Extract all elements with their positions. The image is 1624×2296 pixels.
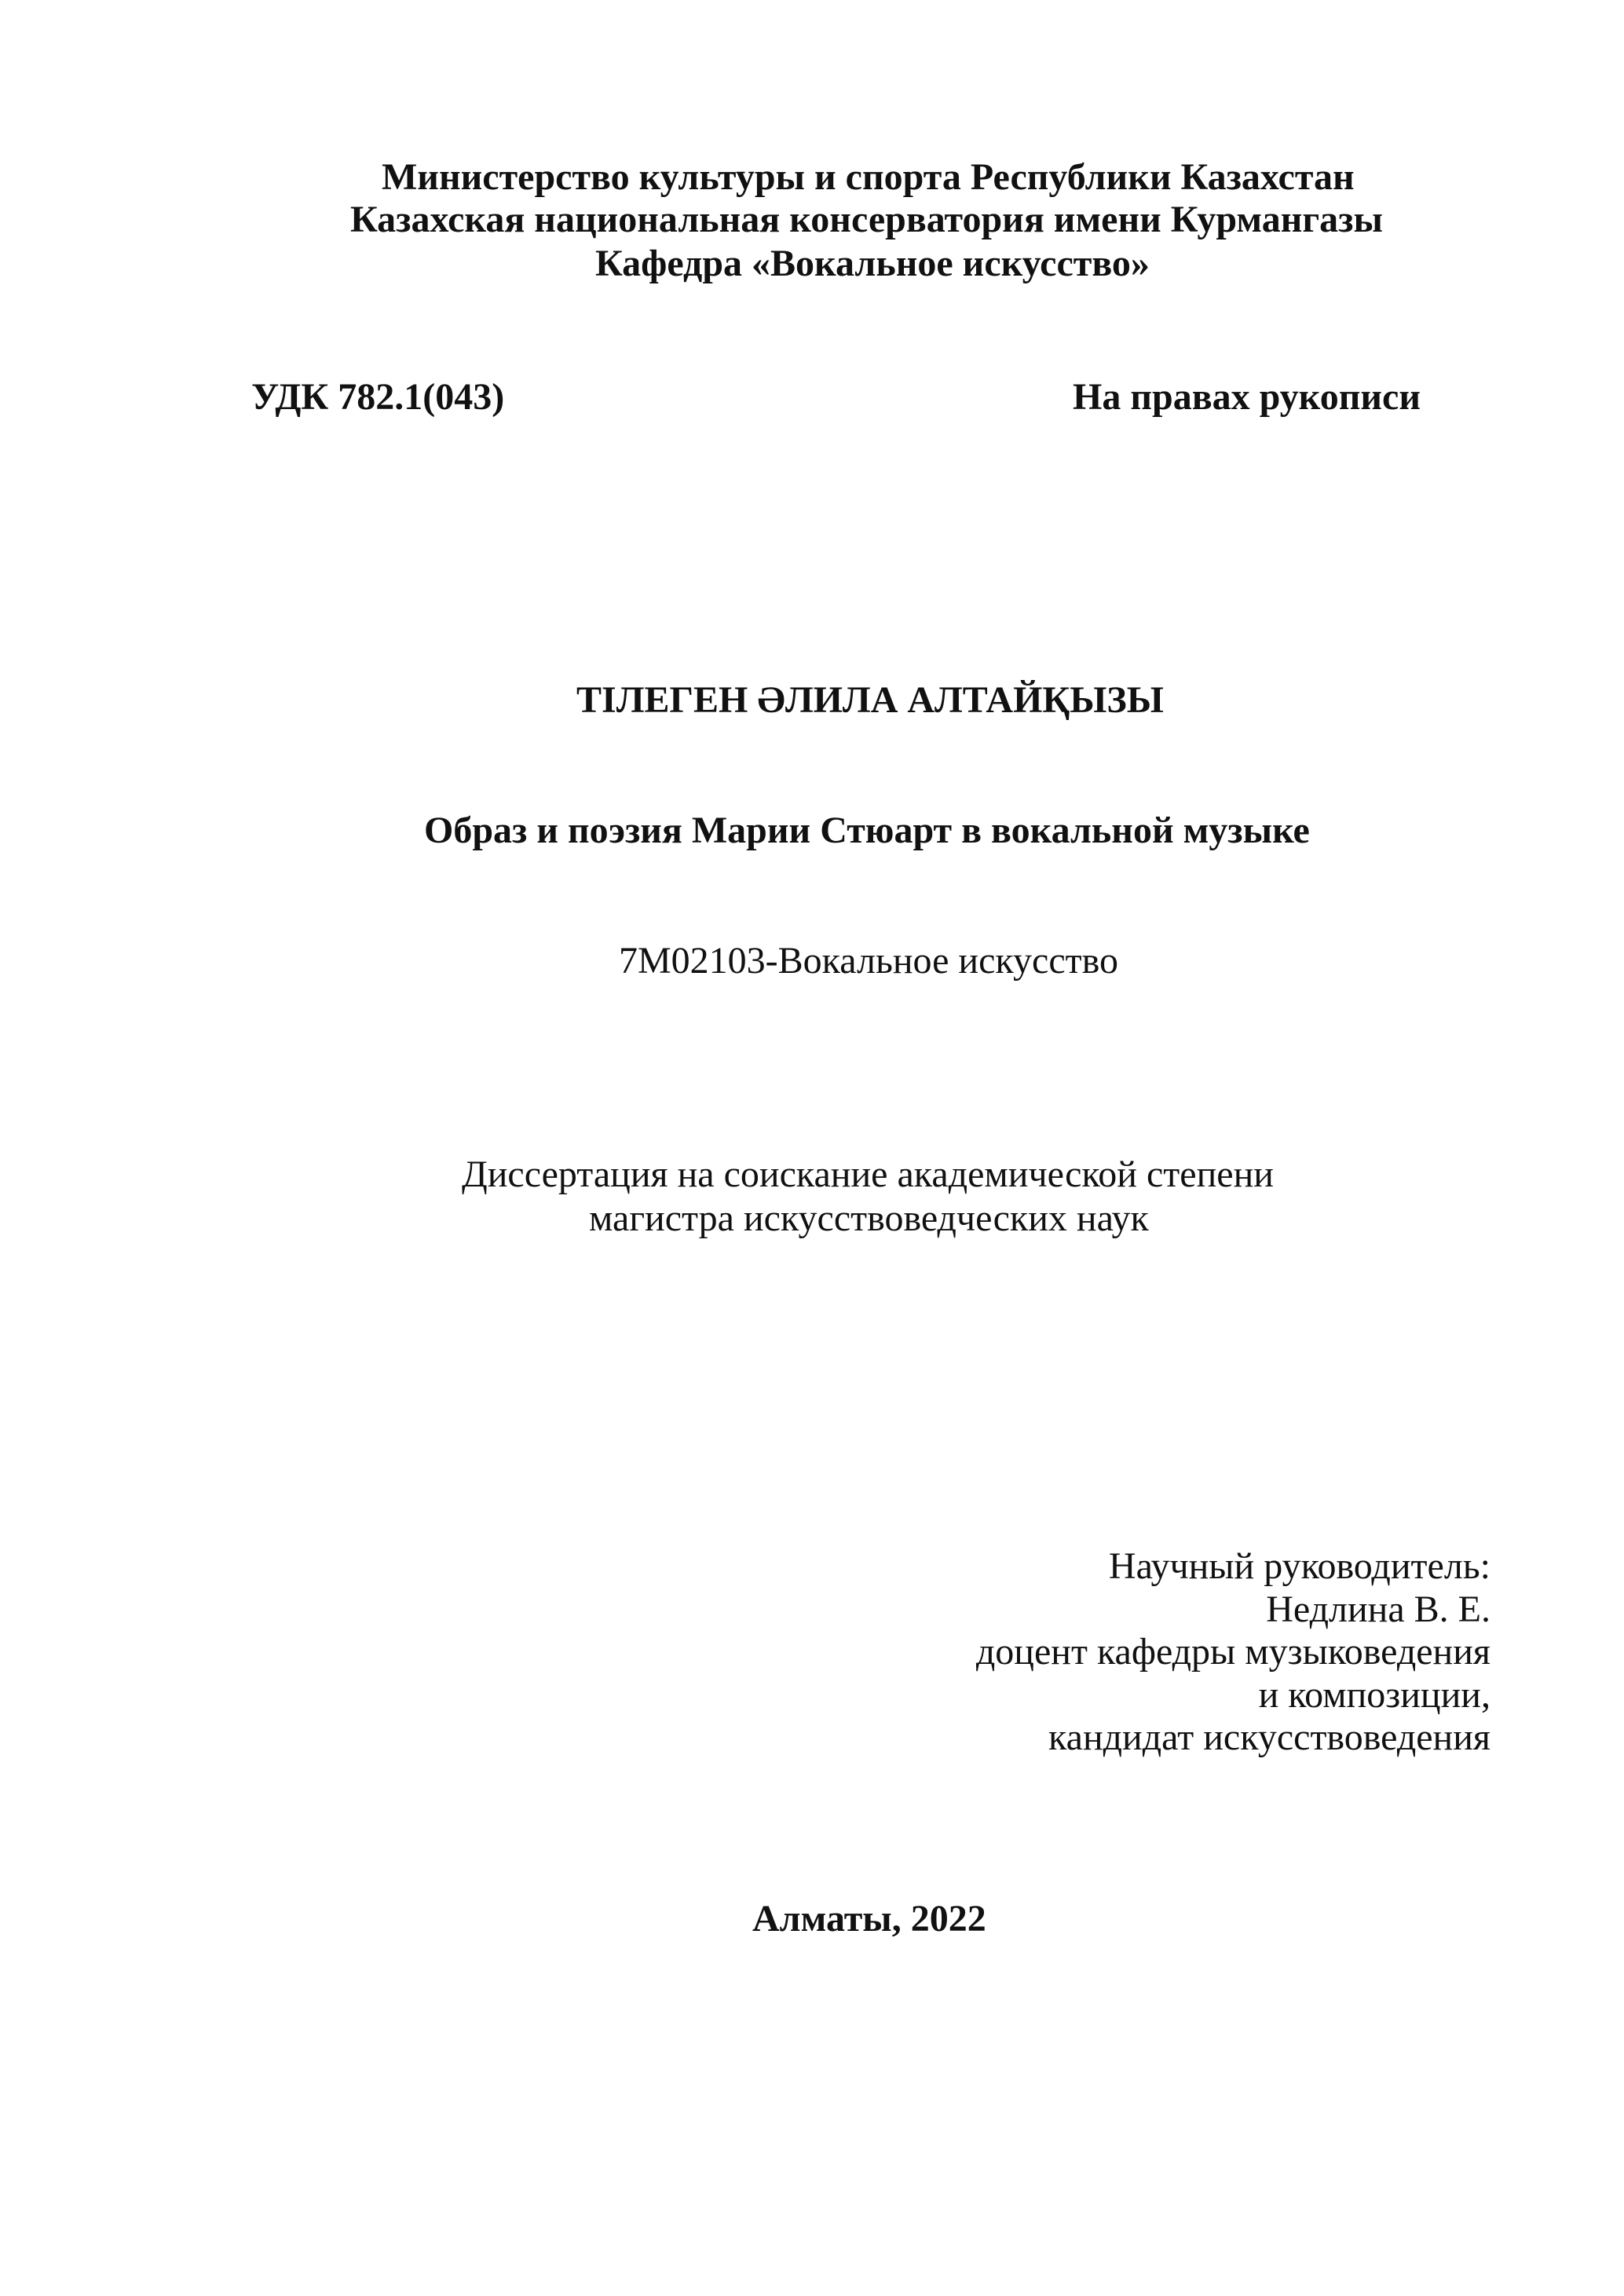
supervisor-name: Недлина В. Е.	[1266, 1588, 1490, 1630]
conservatory-heading: Казахская национальная консерватория имени Курмангазы	[350, 199, 1383, 240]
thesis-title: Образ и поэзия Марии Стюарт в вокальной музыке	[424, 810, 1310, 851]
supervisor-academic-title: кандидат искусствоведения	[1048, 1717, 1490, 1759]
city-year: Алматы, 2022	[752, 1898, 986, 1940]
supervisor-block	[976, 1545, 1490, 1760]
specialty-code: 7М02103-Вокальное искусство	[619, 940, 1118, 982]
supervisor-position-1: доцент кафедры музыковедения	[975, 1631, 1490, 1673]
department-heading: Кафедра «Вокальное искусство»	[595, 243, 1150, 284]
degree-line-1: Диссертация на соискание академической степени	[462, 1153, 1274, 1195]
udk-code: УДК 782.1(043)	[251, 376, 505, 418]
degree-line-2: магистра искусствоведческих наук	[589, 1197, 1149, 1239]
supervisor-label: Научный руководитель:	[1108, 1545, 1490, 1587]
ministry-heading: Министерство культуры и спорта Республики Казахстан	[382, 156, 1355, 198]
author-name: ТІЛЕГЕН ӘЛИЛА АЛТАЙҚЫЗЫ	[576, 679, 1164, 721]
manuscript-rights: На правах рукописи	[1073, 376, 1421, 418]
supervisor-position-2: и композиции,	[1258, 1673, 1490, 1716]
